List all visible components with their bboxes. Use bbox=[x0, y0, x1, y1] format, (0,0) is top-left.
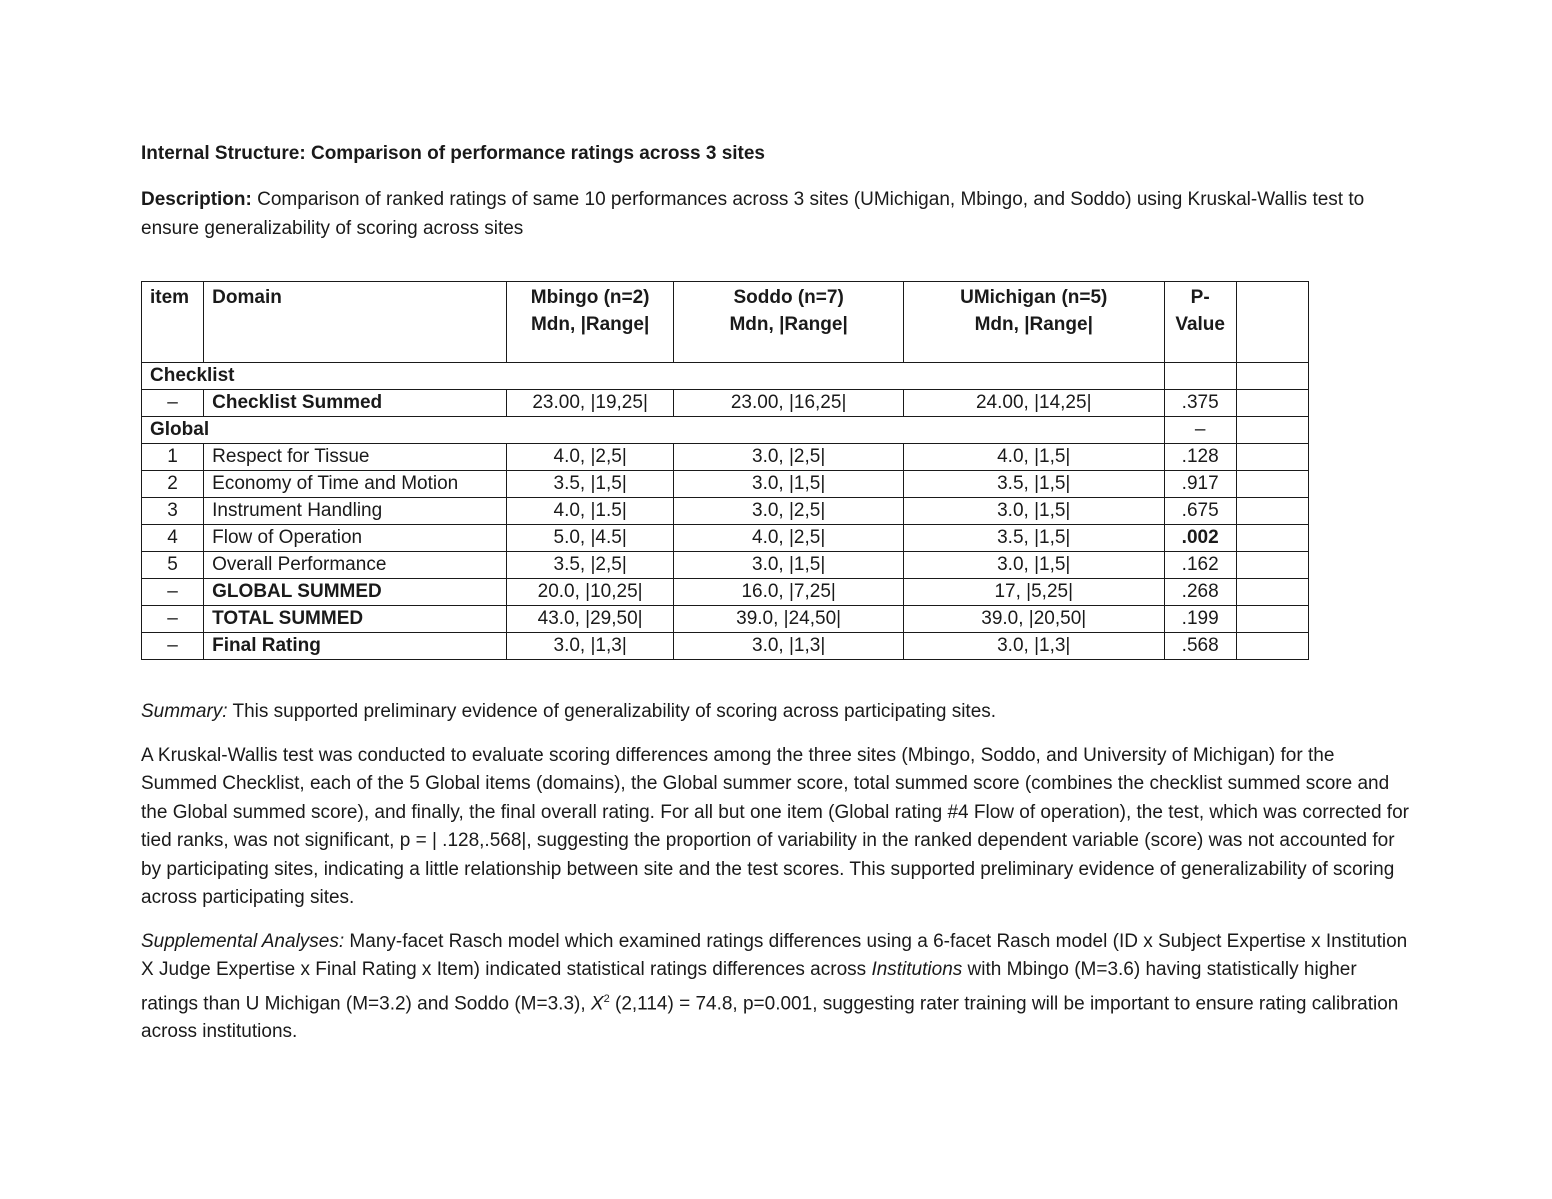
supplemental-label: Supplemental Analyses: bbox=[141, 930, 345, 952]
results-table bbox=[141, 281, 1309, 660]
section-row-global bbox=[142, 417, 1309, 444]
table-row: 5 Overall Performance 3.5, |2,5| 3.0, |1,5| 3.0, |1,5| .162 bbox=[142, 552, 1309, 579]
summary-text: This supported preliminary evidence of generalizability of scoring across participating sites. bbox=[227, 701, 997, 722]
table-row: – Final Rating 3.0, |1,3| 3.0, |1,3| 3.0, |1,3| .568 bbox=[142, 633, 1309, 660]
section-global-p: – bbox=[1164, 417, 1236, 444]
header-mbingo: Mbingo (n=2) Mdn, |Range| bbox=[506, 282, 673, 363]
table-row: 2 Economy of Time and Motion 3.5, |1,5| 3.0, |1,5| 3.5, |1,5| .917 bbox=[142, 471, 1309, 498]
header-empty bbox=[1236, 282, 1308, 363]
table-row: – Checklist Summed 23.00, |19,25| 23.00, |16,25| 24.00, |14,25| .375 bbox=[142, 390, 1309, 417]
table-row: – GLOBAL SUMMED 20.0, |10,25| 16.0, |7,25| 17, |5,25| .268 bbox=[142, 579, 1309, 606]
description-paragraph bbox=[141, 186, 1411, 243]
description-text: Comparison of ranked ratings of same 10 performances across 3 sites (UMichigan, Mbingo, and Soddo) using Kruskal-Wallis test to ensure generalizability of scoring across sites bbox=[141, 189, 1365, 239]
section-row-checklist bbox=[142, 363, 1309, 390]
header-p-value: P- Value bbox=[1164, 282, 1236, 363]
summary-paragraph bbox=[141, 698, 1411, 727]
table-row: 1 Respect for Tissue 4.0, |2,5| 3.0, |2,5| 4.0, |1,5| .128 bbox=[142, 444, 1309, 471]
header-umichigan: UMichigan (n=5) Mdn, |Range| bbox=[903, 282, 1164, 363]
header-soddo: Soddo (n=7) Mdn, |Range| bbox=[674, 282, 904, 363]
section-label-checklist: Checklist bbox=[142, 363, 1165, 390]
table-row: 4 Flow of Operation 5.0, |4.5| 4.0, |2,5| 3.5, |1,5| .002 bbox=[142, 525, 1309, 552]
description-label: Description: bbox=[141, 189, 252, 210]
supplemental-paragraph: Supplemental Analyses: Many-facet Rasch model which examined ratings differences using a 6-facet Rasch model (ID x Subject Expertise x Institution X Judge Expertise x Final Rating x Item) indicated statistical ratings differences across Institutions with Mbingo (M=3.6) having statistically higher ratings than U Michigan (M=3.2) and Soddo (M=3.3), $X^2$ (2,114) = 74.8, p=0.001, suggesting rater training will be important to ensure rating calibration across institutions. bbox=[141, 930, 1408, 1043]
kruskal-wallis-paragraph: A Kruskal-Wallis test was conducted to evaluate scoring differences among the three sites (Mbingo, Soddo, and University of Michigan) for the Summed Checklist, each of the 5 Global items (domains), the Global summer score, total summed score (combines the checklist summed score and the Global summed score), and finally, the final overall rating. For all but one item (Global rating #4 Flow of operation), the test, which was corrected for tied ranks, was not significant, p = | .128,.568|, suggesting the proportion of variability in the ranked dependent variable (score) was not accounted for by participating sites, indicating a little relationship between site and the test scores. This supported preliminary evidence of generalizability of scoring across participating sites. bbox=[141, 744, 1409, 908]
table-row: – TOTAL SUMMED 43.0, |29,50| 39.0, |24,50| 39.0, |20,50| .199 bbox=[142, 606, 1309, 633]
table-row: 3 Instrument Handling 4.0, |1.5| 3.0, |2,5| 3.0, |1,5| .675 bbox=[142, 498, 1309, 525]
table-header-row bbox=[142, 282, 1309, 363]
document-title: Internal Structure: Comparison of performance ratings across 3 sites bbox=[141, 143, 766, 164]
header-domain: Domain bbox=[204, 282, 507, 363]
document-page bbox=[141, 140, 1411, 1047]
header-item: item bbox=[142, 282, 204, 363]
summary-label: Summary: bbox=[141, 701, 228, 722]
significant-p-value: .002 bbox=[1164, 525, 1236, 552]
chi-square-symbol: X bbox=[590, 992, 604, 1014]
section-label-global: Global bbox=[142, 417, 1165, 444]
